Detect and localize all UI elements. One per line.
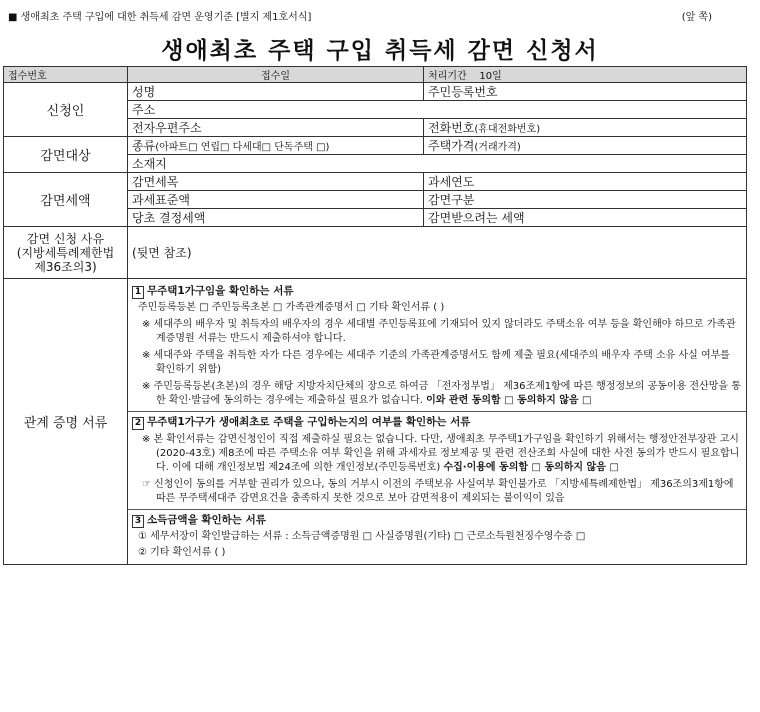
rrn-field[interactable]: 주민등록번호 <box>424 83 747 101</box>
requested-tax-field[interactable]: 감면받으려는 세액 <box>424 209 747 227</box>
receipt-row <box>4 67 747 83</box>
receipt-date-label: 접수일 <box>128 67 424 83</box>
section-1-consent-checkbox[interactable]: 이와 관련 동의함 □ 동의하지 않음 □ <box>426 395 592 406</box>
initial-tax-field[interactable]: 당초 결정세액 <box>128 209 424 227</box>
section-3-line-1[interactable]: ① 세무서장이 확인발급하는 서류 : 소득금액증명원 □ 사실증명원(기타) □ 근로소득원천징수영수증 □ <box>138 531 586 542</box>
applicant-section-label: 신청인 <box>4 83 128 137</box>
section-1-docs-checklist[interactable]: 주민등록등본 □ 주민등록초본 □ 가족관계증명서 □ 기타 확인서류 ( ) <box>138 302 445 313</box>
page-side-label: (앞 쪽) <box>681 12 712 23</box>
tax-section-label: 감면세액 <box>4 173 128 227</box>
phone-field[interactable]: 전화번호(휴대전화번호) <box>424 119 747 137</box>
tax-year-field[interactable]: 과세연도 <box>424 173 747 191</box>
form-header <box>8 8 752 22</box>
form-reference: ■ 생애최초 주택 구입에 대한 취득세 감면 운영기준 [별지 제1호서식] <box>8 12 312 23</box>
section-1-note-3: ※ 주민등록등본(초본)의 경우 해당 지방자치단체의 장으로 하여금 「전자정부법」 제36조제1항에 따른 행정정보의 공동이용 전산망을 통한 확인·발급에 동의하는 경우에는 제출하실 필요가 없습니다. 이와 관련 동의함 □ 동의하지 않음 □ <box>142 381 741 406</box>
location-field[interactable]: 소재지 <box>128 155 747 173</box>
section-3-title: 3 소득금액을 확인하는 서류 <box>132 513 742 528</box>
address-field[interactable]: 주소 <box>128 101 747 119</box>
section-2-note-2: ☞ 신청인이 동의를 거부할 권리가 있으나, 동의 거부시 이전의 주택보유 사실여부 확인불가로 「지방세특례제한법」 제36조의3제1항에 따른 무주택세대주 감면요건을 충족하지 못한 것으로 보아 감면적용이 제외되는 불이익이 있음 <box>142 479 734 504</box>
section-1-note-2: ※ 세대주와 주택을 취득한 자가 다른 경우에는 세대주 기준의 가족관계증명서도 함께 제출 필요(세대주의 배우자 주택 소유 사실 여부를 확인하기 위함) <box>142 350 730 375</box>
target-section-label: 감면대상 <box>4 137 128 173</box>
email-field[interactable]: 전자우편주소 <box>128 119 424 137</box>
section-2-consent-checkbox[interactable]: 수집·이용에 동의함 □ 동의하지 않음 □ <box>443 462 619 473</box>
receipt-number-label: 접수번호 <box>4 67 128 83</box>
reason-field[interactable]: (뒷면 참조) <box>128 227 747 279</box>
section-2-title: 2 무주택1가구가 생애최초로 주택을 구입하는지의 여부를 확인하는 서류 <box>132 415 742 430</box>
section-2-note-1: ※ 본 확인서류는 감면신청인이 직접 제출하실 필요는 없습니다. 다만, 생애최초 무주택1가구임을 확인하기 위해서는 행정안전부장관 고시(2020-43호) 제8조에 따른 주택소유 여부 확인을 위해 과세자료 정보제공 및 관련 전산조회 사실에 대한 사전 동의가 반드시 필요합니다. 이에 대해 개인정보법 제24조에 의한 개인정보(주민등록번호) 수집·이용에 동의함 □ 동의하지 않음 □ <box>142 434 740 473</box>
name-field[interactable]: 성명 <box>128 83 424 101</box>
house-price-field[interactable]: 주택가격(거래가격) <box>424 137 747 155</box>
reduction-division-field[interactable]: 감면구분 <box>424 191 747 209</box>
evidence-documents <box>128 279 747 565</box>
section-3-line-2[interactable]: ② 기타 확인서류 ( ) <box>138 547 226 558</box>
form-title: 생애최초 주택 구입 취득세 감면 신청서 <box>161 38 599 64</box>
evidence-section-label: 관계 증명 서류 <box>4 279 128 565</box>
processing-period: 처리기간 10일 <box>424 67 747 83</box>
reason-section-label: 감면 신청 사유 (지방세특례제한법 제36조의3) <box>4 227 128 279</box>
application-form-table <box>3 66 747 565</box>
section-1-note-1: ※ 세대주의 배우자 및 취득자의 배우자의 경우 세대별 주민등록표에 기재되어 있지 않더라도 주택소유 여부 등을 확인해야 하므로 가족관계증명원 서류는 반드시 제출하셔야 합니다. <box>142 319 736 344</box>
tax-base-field[interactable]: 과세표준액 <box>128 191 424 209</box>
house-type-field[interactable]: 종류(아파트□ 연립□ 다세대□ 단독주택 □) <box>128 137 424 155</box>
section-1-title: 1 무주택1가구임을 확인하는 서류 <box>132 284 742 299</box>
tax-item-field[interactable]: 감면세목 <box>128 173 424 191</box>
